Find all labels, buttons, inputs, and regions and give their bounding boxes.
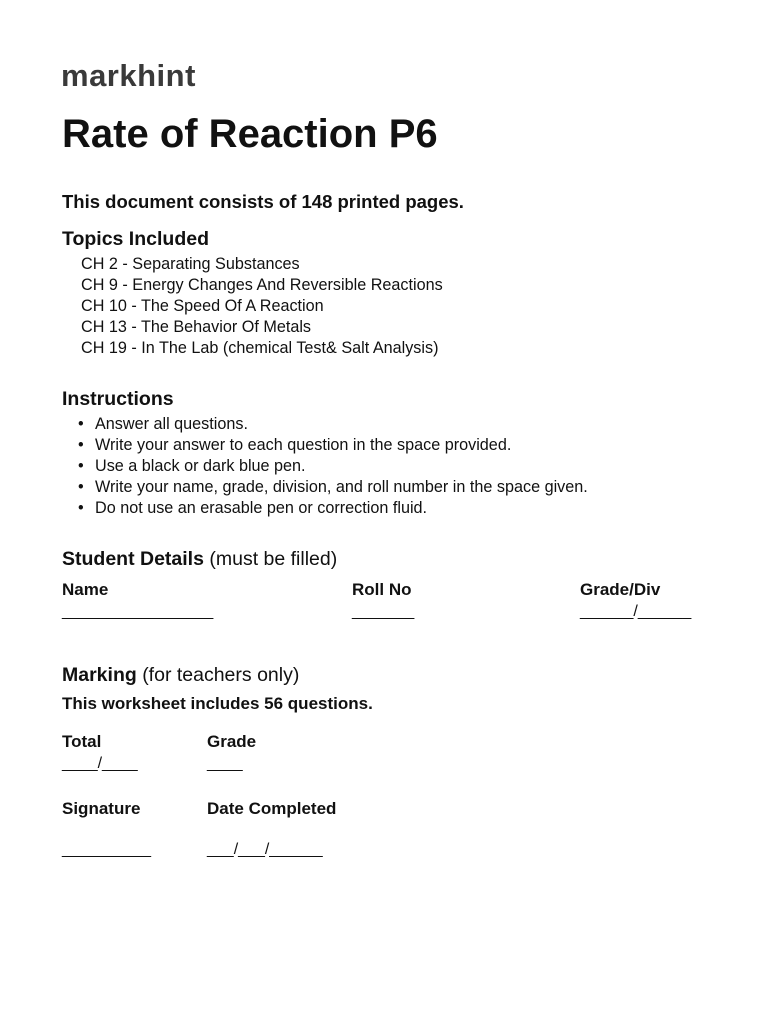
total-field[interactable]	[62, 732, 138, 773]
instruction-item	[78, 435, 588, 456]
topics-list	[81, 254, 443, 359]
question-count-text: This worksheet includes 56 questions.	[62, 694, 373, 713]
grade-div-blank[interactable]: ______/______	[580, 603, 692, 620]
marking-heading	[62, 664, 299, 687]
name-blank[interactable]: _________________	[62, 603, 214, 620]
marking-title: Marking	[62, 664, 137, 686]
roll-no-field[interactable]	[352, 580, 414, 621]
date-completed-blank[interactable]: ___/___/______	[207, 841, 323, 858]
signature-field[interactable]	[62, 799, 151, 859]
instructions-list	[78, 414, 588, 519]
marking-note: (for teachers only)	[142, 664, 300, 686]
topic-item: CH 19 - In The Lab (chemical Test& Salt Analysis)	[81, 339, 439, 357]
bullet-icon: •	[78, 436, 84, 454]
instruction-text: Use a black or dark blue pen.	[95, 457, 306, 475]
page-count-text: This document consists of 148 printed pages.	[62, 191, 464, 212]
bullet-icon: •	[78, 415, 84, 433]
roll-no-label: Roll No	[352, 580, 412, 599]
topic-item: CH 13 - The Behavior Of Metals	[81, 318, 312, 336]
instruction-item	[78, 456, 588, 477]
grade-label: Grade	[207, 732, 257, 751]
grade-blank[interactable]: ____	[207, 755, 243, 772]
name-field[interactable]	[62, 580, 213, 621]
topic-item: CH 9 - Energy Changes And Reversible Reactions	[81, 276, 443, 294]
instruction-text: Write your answer to each question in the space provided.	[95, 436, 512, 454]
signature-blank[interactable]: __________	[62, 841, 151, 858]
markhint-logo: markhint	[61, 58, 196, 93]
instruction-text: Do not use an erasable pen or correction fluid.	[95, 499, 428, 517]
signature-label: Signature	[62, 799, 141, 818]
name-label: Name	[62, 580, 109, 599]
grade-field[interactable]	[207, 732, 256, 773]
student-details-title: Student Details	[62, 548, 204, 570]
student-details-heading	[62, 548, 337, 571]
total-label: Total	[62, 732, 102, 751]
topic-item: CH 10 - The Speed Of A Reaction	[81, 297, 324, 315]
instructions-heading: Instructions	[62, 388, 174, 410]
instruction-text: Answer all questions.	[95, 415, 248, 433]
total-blank[interactable]: ____/____	[62, 755, 138, 772]
bullet-icon: •	[78, 478, 84, 496]
instruction-item	[78, 477, 588, 498]
grade-div-label: Grade/Div	[580, 580, 661, 599]
instruction-item	[78, 498, 588, 519]
date-completed-label: Date Completed	[207, 799, 337, 818]
student-details-note: (must be filled)	[209, 548, 338, 570]
grade-div-field[interactable]	[580, 580, 691, 621]
bullet-icon: •	[78, 499, 84, 517]
instruction-item	[78, 414, 588, 435]
roll-no-blank[interactable]: _______	[352, 603, 415, 620]
bullet-icon: •	[78, 457, 84, 475]
topic-item: CH 2 - Separating Substances	[81, 255, 300, 273]
document-title: Rate of Reaction P6	[62, 112, 438, 156]
instruction-text: Write your name, grade, division, and roll number in the space given.	[95, 478, 588, 496]
topics-heading: Topics Included	[62, 228, 209, 250]
date-completed-field[interactable]	[207, 799, 336, 859]
